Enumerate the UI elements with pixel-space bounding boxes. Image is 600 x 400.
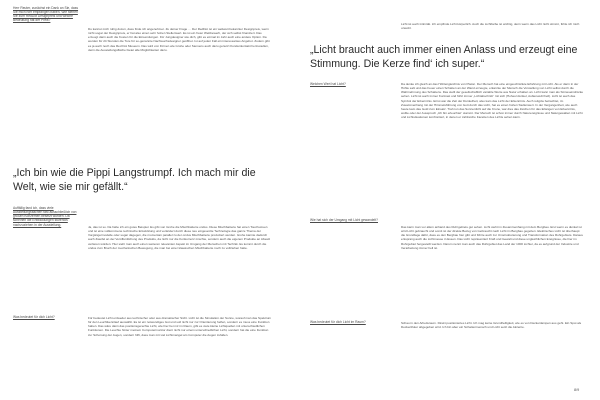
answer-light-in-room: Schau in den Arbeitsraum. Direkt positioniertes Licht. Ich mag keine Grundhelligkeit, wie es von Deckenlampen aus geht. Ein Spot als Deckenfluter abgegeben wird. Ich bin aber ein Schattenmensch und Licht setzt die Akzente.: [401, 321, 582, 330]
question-light-in-room: Was bedeutet für dich Licht im Raum?: [310, 320, 366, 324]
page-number: 8/9: [574, 388, 580, 392]
pull-quote-left: „Ich bin wie die Pippi Langstrumpf. Ich mach mir die Welt, wie sie mir gefällt.“: [13, 167, 256, 193]
question-change-of-light: Wie hat sich der Umgang mit Licht gewandelt?: [310, 218, 378, 222]
intro-answer: Du kannst mich ruhig duzen, dass finde ich angenehmer. Zu deiner Frage … Der RedDot ist ein weltweit bekannter Designpreis, wenn nicht sogar der Designpreis, er hat also einen sehr hohen Stellenwert. Es ist ein freier Wettbewerb, der sich selbst finanziert. Das erzeugt dann auch die Kosten für die Einsendungen. Für Jungdesigner wie dich, gibt es einmal im Jahr auch eine andere Option. Da werden für 24 Stunden die Tore für so-genannte Nachwuchsdesigner geöffnet. Ist auf jeden Fall ein interessantes Angebot. Zudem gibt es ja auch noch das Red Dot Museum. Das wird von Firmen wie Grohe oder Siemens auch dazu genutzt Kundenkontakt herzustellen, denn die Ausstellungsfläche bietet alle Möglichkeiten dazu.: [88, 27, 270, 52]
answer-value-of-light: Da denke ich gleich an das Höhlengleichnis von Platon. Der Mensch hat eine eingeschränkte Erfahrung mit Licht. Als er dann in der Höhle saß und das Feuer einen Schatten an der Wand erzeugte, erkannte der Mensch die Vorstellung von Licht selbst durch die Wahrnehmung des Schattens. Das stellt der gesellschaftlich variable Werte aus Natur erhalten an. Licht kann man als Sinneseindrücke sehen. Licht ist auch immer Kontrast und führt immer „Lichtabschnitt“ mit sich (Hohes=dunkel, Außenwelt=hell). Licht ist auch das Symbol der Erkenntnis. Ernst war die Zeit der Dunkelheit, also kam das Licht der Erkenntnis. Auch religiös betrachtet, im Zusammenhang mit der Himmelsführung von Gott durch das Licht, hat es einen hohen Stellenwert. In der Vergangenheit, wie auch heute kam das Gold zum Einsatz. Traf nun das Sonnenlicht auf die Krone, war dies das Zeichen für das Erlangen von Erkenntnis, wollte oder der Ausspruch „Ich bin erleuchtet“ stammt. Der Mensch ist schon immer durch Naturereignisse und Naturgewalten mit Licht und Lichtsituationen konfrontiert, in denen er zahlreiche Facetten des Lichts sehen kann.: [401, 82, 584, 120]
pull-quote-right: „Licht braucht auch immer einen Anlass und erzeugt eine Stimmung. Die Kerze find‘ ich super.“: [310, 44, 578, 70]
right-top-text: Licht ist auch intimität. Ich empfinde Licht körperlich. Auch die Lichtfarbe ist wichtig, denn wenn das Licht nicht stimmt, fühle ich mich unwohl.: [401, 22, 580, 31]
question-light-meaning: Was bedeutet für dich Licht?: [13, 315, 55, 319]
answer-light-meaning: Für bedeutet Licht entweder aus technischer oder aus dramatischer Sicht. Licht ist die Simulation der Sonne, worauf man das Spektrum für den Leuchtkennlauf auswählt. Es ist ein notwendiges Gut und soll nicht nur zur Orientierung helfen, sondern es muss eine Funktion haben. Das wäre dann das positionsgerechte Licht, wie hier bei mir im Raum, gibt es viele kleine Lichtquellen mit unterschiedlichen Funktionen. Die Leuchte hinter meinem Computermonitor dient nicht nur einem unterschiedlichen Licht, sondern hat die eine Funktion zur Schonung der Augen, sondern hilft, dass man mit viel Lichtmangel am Computer die Augen zufallen.: [88, 316, 272, 337]
answer-exhibition: Ja, das ist so. Da habe ich ein gutes Beispiel. Es gibt von Grohe die Mischbatterie ondus. Diese Mischbatterie hat einen Touchscreen und ist eine vollkommene technische Entwicklung und verändert durch diese neu eingesetzte Technologie das ganze Thema der Vorgängermodelle oder sogar dagegen, die momentan parallel zu der ondus Mischbatterie produziert werden. Grohe kannte dadurch auch Zweifel an der Veröffentlichung des Produkts, da nicht nur die Konkurrenz mischte, sondern auch die eigenen Produkte an Absatz verlieren würden. Hier sieht man auch einen weiteren relevanten Aspekt im Umgang der Menschen mit Technik. Es kommt durch die ondus zum Bruch der mechanischen Bewegung, die man bei einer klassischen Mischbatterie noch zu vollziehen hatte.: [88, 225, 271, 250]
question-value-of-light: Welchen Wert hat Licht?: [310, 82, 346, 86]
question-exhibition: Auffällig fand ich, dass viele Ausstellungsflächen fast ausschließlich von großen Konzernen besetzt wurden. Da scheinen die Entwicklungen stufenlos nachzuziehen in der Ausstellung.: [13, 206, 77, 227]
intro-question: Herr Reuter, zunächst ein Dank an Sie, dass Sie mich hier empfangen haben. Wie stehen Sie zum RedDot Designpreis und welche Bedeutung hat der Preis?: [13, 6, 79, 23]
answer-change-of-light: Das kann man vor allem anhand des Ruhrgebiets gut sehen. Licht steht im Zusammenhang mit dem Bergbau. Erst wenn es dunkel ist wird Licht gebraucht und somit ist der direkte Bezug von Gebraucht nach Licht im Bergbau gegeben. Elektrisches Licht ist überhaupt die Grundlage dafür, dass es den Bergbau hier gibt und führte auch zur Umstrukturierung und Transformation des Ruhrgebiets. Daraus entsprang auch die Lichtmesse in Essen. Das Licht repräsentiert Kraft und Gewalt und diese ungleichlichen Ereignisse, die hier im Ruhrgebiet hergestellt werden. Darum nennt man auch das Ruhrgebiet das Land der 1000 Lichter, da es aufgrund der Industrie und Verarbeitung immer hell ist.: [401, 225, 583, 250]
